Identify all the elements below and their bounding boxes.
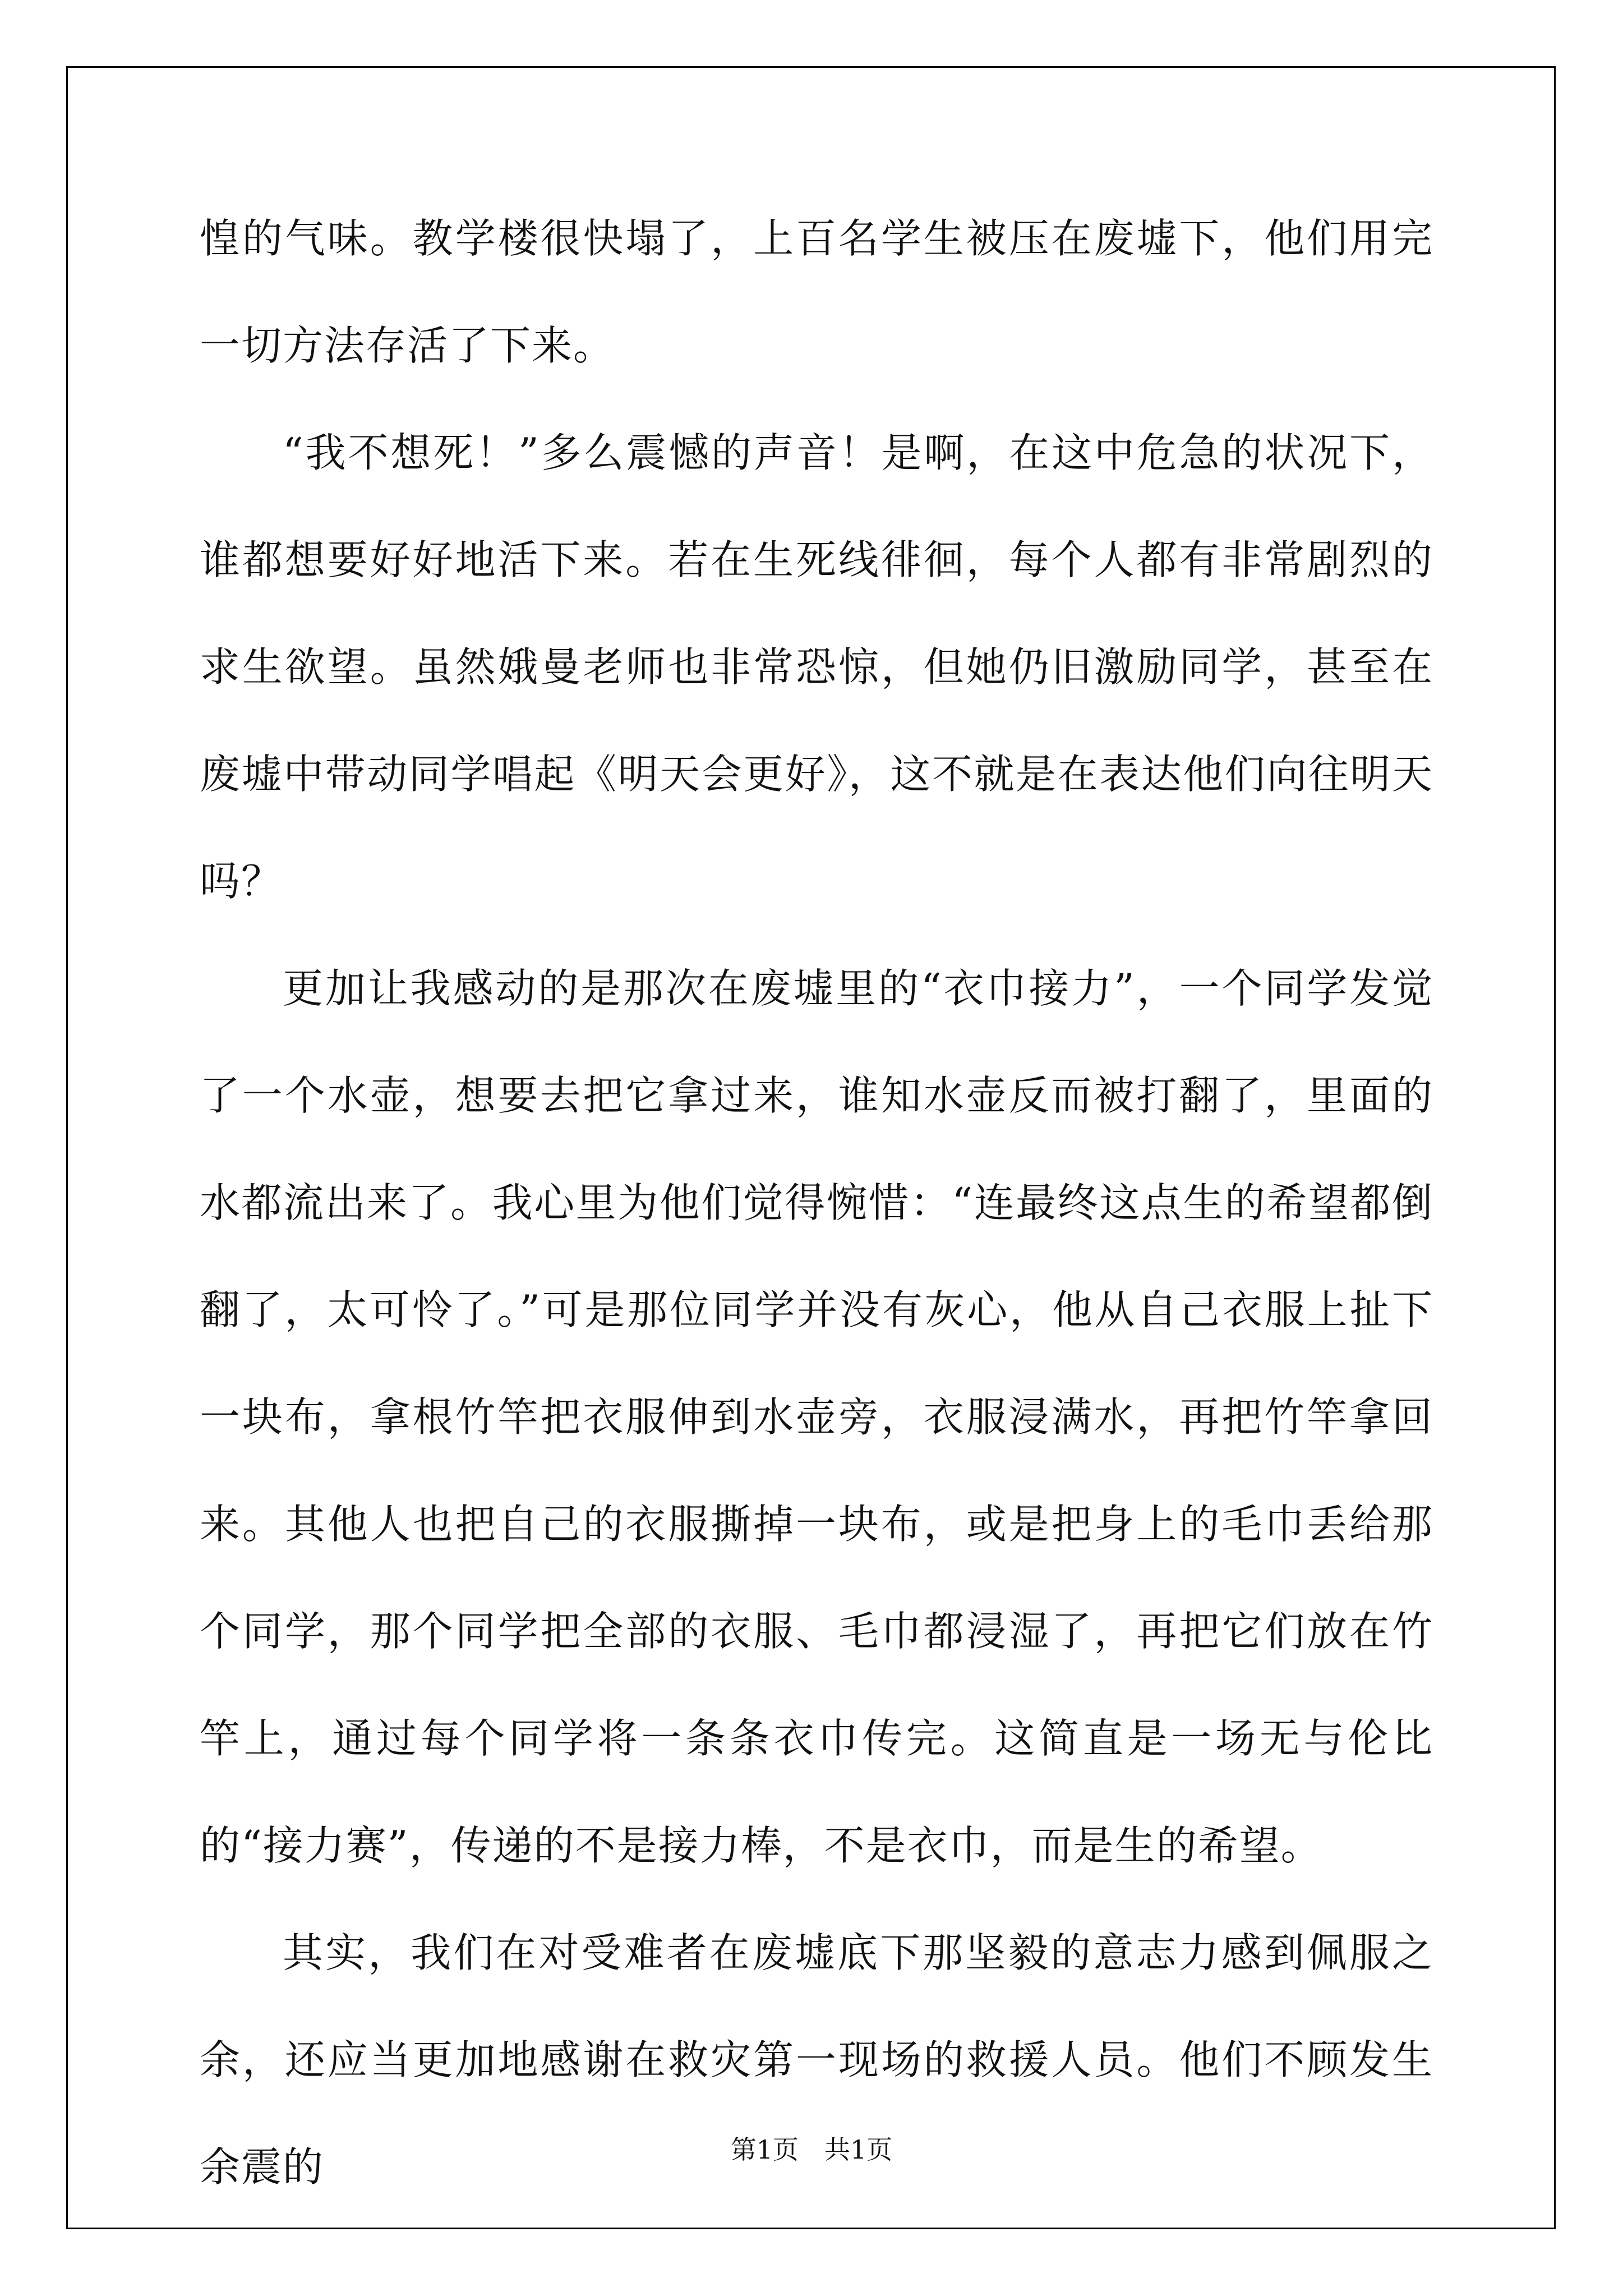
document-body (200, 185, 1433, 2221)
page-footer (0, 2129, 1623, 2166)
paragraph-3: 更加让我感动的是那次在废墟里的“衣巾接力”，一个同学发觉了一个水壶，想要去把它拿过来，谁知水壶反而被打翻了，里面的水都流出来了。我心里为他们觉得惋惜：“连最终这点生的希望都倒翻了，太可怜了。”可是那位同学并没有灰心，他从自己衣服上扯下一块布，拿根竹竿把衣服伸到水壶旁，衣服浸满水，再把竹竿拿回来。其他人也把自己的衣服撕掉一块布，或是把身上的毛巾丢给那个同学，那个同学把全部的衣服、毛巾都浸湿了，再把它们放在竹竿上，通过每个同学将一条条衣巾传完。这简直是一场无与伦比的“接力赛”，传递的不是接力棒，不是衣巾，而是生的希望。 (200, 965, 1433, 1869)
paragraph-2: “我不想死！”多么震憾的声音！是啊，在这中危急的状况下，谁都想要好好地活下来。若在生死线徘徊，每个人都有非常剧烈的求生欲望。虽然娥曼老师也非常恐惊，但她仍旧激励同学，甚至在废墟中带动同学唱起《明天会更好》，这不就是在表达他们向往明天吗？ (200, 429, 1433, 905)
paragraph-1: 惶的气味。教学楼很快塌了，上百名学生被压在废墟下，他们用完一切方法存活了下来。 (200, 215, 1433, 369)
page-number-label: 第1页 共1页 (730, 2134, 893, 2165)
paragraph-4: 其实，我们在对受难者在废墟底下那坚毅的意志力感到佩服之余，还应当更加地感谢在救灾第一现场的救援人员。他们不顾发生余震的 (200, 1929, 1433, 2191)
